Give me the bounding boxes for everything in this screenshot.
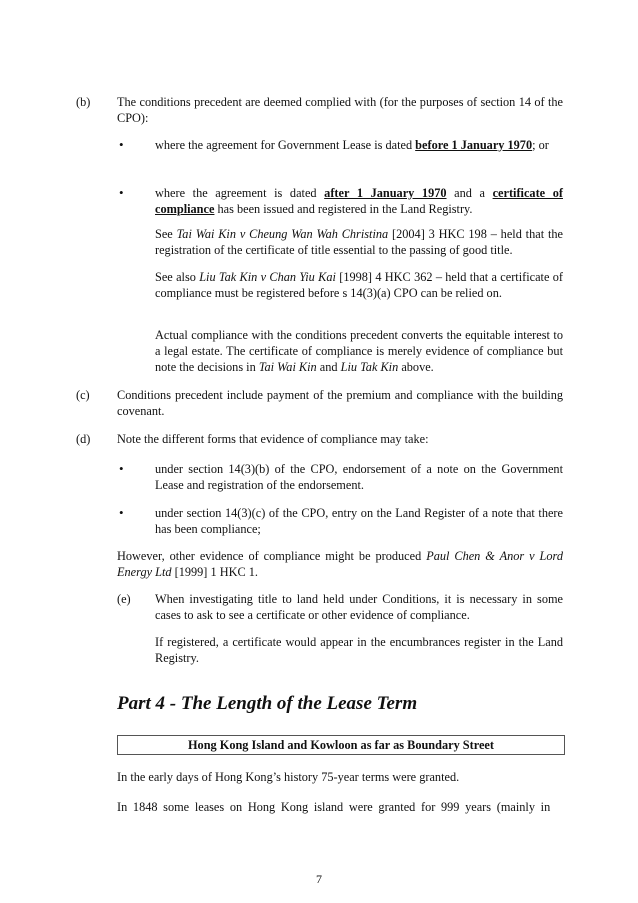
paragraph-e2: If registered, a certificate would appear in the encumbrances register in the Land Registry.: [155, 635, 563, 665]
item-label-c: (c): [76, 388, 90, 402]
item-label-e: (e): [117, 592, 131, 606]
however-case: Paul Chen & Anor v Lord Energy Ltd: [117, 549, 563, 579]
bullet-b1: [155, 137, 563, 153]
paragraph-see-liu-tak-kin: [155, 269, 563, 301]
bullet-d1: under section 14(3)(b) of the CPO, endorsement of a note on the Government Lease and registration of the endorsement.: [155, 462, 563, 492]
bullet-marker: •: [119, 505, 124, 520]
bullet-b2: [155, 185, 563, 217]
paragraph-part4-1: In the early days of Hong Kong’s history 75-year terms were granted.: [117, 770, 460, 784]
bullet-b1-post: ; or: [532, 138, 549, 152]
bullet-b2-mid: and a: [446, 186, 493, 200]
paragraph-c: Conditions precedent include payment of the premium and compliance with the building covenant.: [117, 388, 563, 418]
bullet-b2-text: where the agreement is dated: [155, 186, 325, 200]
item-label-b: (b): [76, 95, 91, 109]
bullet-marker: •: [119, 461, 124, 476]
boxed-subheading: Hong Kong Island and Kowloon as far as Boundary Street: [117, 735, 565, 755]
bullet-d2: under section 14(3)(c) of the CPO, entry on the Land Register of a note that there has been compliance;: [155, 506, 563, 536]
actual-case2: Liu Tak Kin: [340, 360, 399, 374]
bullet-marker: •: [119, 185, 124, 200]
see1-post: [2004] 3 HKC 198 – held that the registration of the certificate of title essential to the passing of good title.: [155, 227, 563, 257]
section-heading: Part 4 - The Length of the Lease Term: [117, 693, 418, 714]
bullet-b2-post: has been issued and registered in the Land Registry.: [214, 202, 473, 216]
bullet-b2-bold1: after 1 January 1970: [324, 186, 447, 200]
bullet-b1-text: where the agreement for Government Lease is dated: [155, 138, 416, 152]
bullet-b2-bold2: certificate of compliance: [155, 186, 563, 216]
page-number: 7: [316, 872, 322, 886]
actual-pre: Actual compliance with the conditions precedent converts the equitable interest to a legal estate. The certificate of compliance is merely evidence of compliance but note the decisions in: [155, 328, 563, 374]
paragraph-d-intro: Note the different forms that evidence of compliance may take:: [117, 432, 429, 446]
paragraph-actual-compliance: [155, 327, 563, 375]
paragraph-b-intro: The conditions precedent are deemed complied with (for the purposes of section 14 of the CPO):: [117, 95, 563, 125]
paragraph-however: [117, 548, 563, 580]
actual-and: and: [316, 360, 341, 374]
item-label-d: (d): [76, 432, 91, 446]
actual-post: above.: [398, 360, 434, 374]
however-pre: However, other evidence of compliance might be produced: [117, 549, 427, 563]
see1-case: Tai Wai Kin v Cheung Wan Wah Christina: [176, 227, 389, 241]
however-post: [1999] 1 HKC 1.: [171, 565, 258, 579]
paragraph-part4-2: In 1848 some leases on Hong Kong island were granted for 999 years (mainly in: [117, 800, 551, 814]
actual-case1: Tai Wai Kin: [258, 360, 317, 374]
see2-post: [1998] 4 HKC 362 – held that a certificate of compliance must be registered before s 14(3)(a) CPO can be relied on.: [155, 270, 563, 300]
see1-pre: See: [155, 227, 177, 241]
paragraph-see-tai-wai-kin: [155, 226, 563, 258]
bullet-marker: •: [119, 137, 124, 152]
paragraph-e1: When investigating title to land held under Conditions, it is necessary in some cases to ask to see a certificate or other evidence of compliance.: [155, 592, 563, 622]
see2-pre: See also: [155, 270, 200, 284]
see2-case: Liu Tak Kin v Chan Yiu Kai: [199, 270, 336, 284]
bullet-b1-bold: before 1 January 1970: [415, 138, 533, 152]
